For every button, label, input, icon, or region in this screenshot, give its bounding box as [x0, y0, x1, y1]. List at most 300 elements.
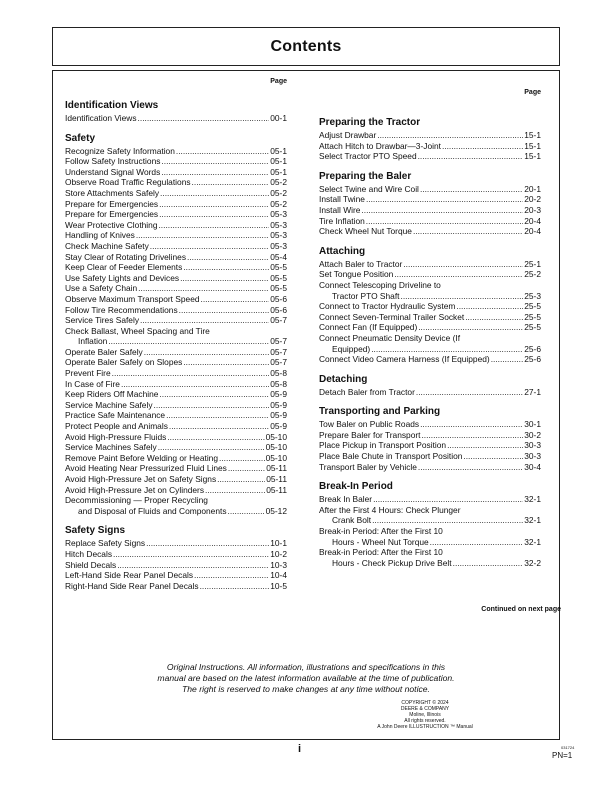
dot-leader — [167, 432, 264, 443]
dot-leader — [453, 558, 524, 569]
toc-entry — [65, 273, 287, 284]
dot-leader — [108, 336, 269, 347]
toc-entry-page: 05-7 — [270, 346, 287, 357]
toc-entry-text: Avoid Heating Near Pressurized Fluid Lines — [65, 463, 227, 474]
copyright-block — [360, 700, 490, 730]
toc-entry — [319, 354, 541, 365]
dot-leader — [447, 440, 523, 451]
toc-entry-page: 32-1 — [524, 515, 541, 526]
toc-entry-page: 05-2 — [270, 198, 287, 209]
toc-entry-text: Break In Baler — [319, 494, 373, 505]
toc-entry-page: 32-1 — [524, 536, 541, 547]
toc-left-column — [65, 77, 287, 600]
toc-entry-text: Place Pickup in Transport Position — [319, 440, 447, 451]
toc-entry-text: Operate Baler Safely on Slopes — [65, 357, 183, 368]
toc-entry-page: 05-10 — [265, 431, 287, 442]
toc-entry-page: 25-5 — [524, 301, 541, 312]
toc-entry-text: Shield Decals — [65, 559, 117, 570]
toc-entry-text: Replace Safety Signs — [65, 538, 146, 549]
toc-entry-page: 05-7 — [270, 336, 287, 347]
toc-entry-text: Adjust Drawbar — [319, 130, 377, 140]
pn-label: PN=1 — [552, 751, 573, 760]
original-instructions-note — [52, 662, 560, 695]
toc-entry-text: Right-Hand Side Rear Panel Decals — [65, 580, 199, 591]
toc-entry — [319, 322, 541, 333]
page-column-header: Page — [270, 78, 287, 85]
toc-entry-first-line: Decommissioning — Proper Recycling — [65, 495, 208, 506]
toc-entry-page: 15-1 — [524, 130, 541, 140]
toc-entry-first-line: Connect Telescoping Driveline to — [319, 279, 441, 290]
toc-entry — [319, 451, 541, 462]
toc-entry-text: Prevent Fire — [65, 368, 111, 379]
toc-entry-page: 05-5 — [270, 262, 287, 273]
toc-entry-text: Follow Safety Instructions — [65, 156, 161, 167]
dot-leader — [421, 430, 523, 441]
toc-entry — [65, 432, 287, 443]
toc-entry-text: Crank Bolt — [332, 515, 372, 526]
toc-entry-text: Hours - Check Pickup Drive Belt — [332, 557, 452, 568]
toc-entry — [65, 167, 287, 178]
toc-entry — [65, 199, 287, 210]
toc-entry — [65, 294, 287, 305]
footer-line: manual are based on the latest information available at the time of publication. — [157, 673, 455, 683]
dot-leader — [192, 177, 270, 188]
toc-entry — [319, 344, 541, 355]
toc-entry-page: 20-4 — [524, 215, 541, 226]
toc-entry-page: 05-3 — [270, 240, 287, 251]
toc-entry — [65, 220, 287, 231]
toc-entry — [65, 463, 287, 474]
toc-entry-page: 30-2 — [524, 429, 541, 440]
toc-entry-text: Observe Road Traffic Regulations — [65, 177, 191, 188]
toc-entry-page: 20-4 — [524, 226, 541, 237]
toc-entry-text: Check Machine Safety — [65, 240, 149, 251]
dot-leader — [377, 130, 523, 141]
toc-entry-text: Prepare for Emergencies — [65, 209, 159, 220]
dot-leader — [161, 156, 269, 167]
dot-leader — [154, 400, 270, 411]
dot-leader — [159, 209, 269, 220]
toc-entry — [65, 538, 287, 549]
toc-entry — [65, 453, 287, 464]
toc-entry — [65, 146, 287, 157]
toc-entry — [319, 130, 541, 141]
toc-entry-first-line: Connect Pneumatic Density Device (If — [319, 332, 461, 343]
dot-leader — [138, 283, 269, 294]
toc-entry — [65, 581, 287, 592]
toc-entry-page: 05-5 — [270, 283, 287, 294]
dot-leader — [430, 537, 524, 548]
toc-entry — [319, 462, 541, 473]
toc-section — [65, 100, 287, 124]
toc-right-sections — [319, 117, 541, 568]
dot-leader — [465, 312, 523, 323]
dot-leader — [160, 188, 269, 199]
toc-entry-text: Avoid High-Pressure Jet on Safety Signs — [65, 474, 217, 484]
dot-leader — [200, 581, 270, 592]
dot-leader — [420, 419, 523, 430]
toc-entry-text: Use a Safety Chain — [65, 283, 138, 294]
toc-entry-text: Avoid High-Pressure Jet on Cylinders — [65, 484, 205, 495]
dot-leader — [183, 357, 269, 368]
toc-entry-text: Remove Paint Before Welding or Heating — [65, 452, 219, 463]
dot-leader — [371, 344, 523, 355]
toc-section — [319, 246, 541, 365]
toc-entry-text: Wear Protective Clothing — [65, 219, 158, 230]
toc-entry — [319, 440, 541, 451]
toc-entry-first-line: After the First 4 Hours: Check Plunger — [319, 504, 461, 515]
toc-entry-page: 25-6 — [524, 343, 541, 354]
dot-leader — [420, 184, 523, 195]
toc-entry-text: Connect Seven-Terminal Trailer Socket — [319, 311, 465, 322]
toc-entry-text: Practice Safe Maintenance — [65, 410, 166, 421]
toc-entry-text: Left-Hand Side Rear Panel Decals — [65, 570, 194, 581]
toc-entry-page: 25-2 — [524, 269, 541, 280]
toc-entry — [319, 301, 541, 312]
toc-entry-page: 10-5 — [270, 580, 287, 591]
toc-entry — [65, 188, 287, 199]
dot-leader — [183, 262, 269, 273]
toc-entry-page: 05-5 — [270, 272, 287, 283]
dot-leader — [180, 273, 269, 284]
toc-entry-text: Check Wheel Nut Torque — [319, 226, 412, 237]
toc-entry-text: Service Machines Safely — [65, 442, 157, 453]
section-title: Detaching — [319, 373, 368, 385]
dot-leader — [456, 301, 523, 312]
toc-entry-text: Prepare Baler for Transport — [319, 429, 421, 440]
dot-leader — [121, 379, 269, 390]
toc-entry — [319, 205, 541, 216]
toc-entry-page: 25-5 — [524, 311, 541, 322]
toc-entry-page: 00-1 — [270, 113, 287, 123]
dot-leader — [217, 474, 265, 485]
dot-leader — [117, 560, 269, 571]
toc-entry — [65, 389, 287, 400]
toc-entry — [65, 379, 287, 390]
dot-leader — [366, 194, 523, 205]
section-title: Attaching — [319, 245, 366, 257]
toc-entry-page: 05-9 — [270, 421, 287, 432]
dot-leader — [373, 494, 523, 505]
toc-entry — [319, 226, 541, 237]
toc-entry — [319, 151, 541, 162]
toc-section — [319, 406, 541, 472]
title-box — [52, 27, 560, 66]
toc-entry — [65, 549, 287, 560]
dot-leader — [418, 151, 524, 162]
toc-entry-page: 05-7 — [270, 357, 287, 368]
toc-entry — [65, 400, 287, 411]
toc-entry — [65, 262, 287, 273]
page-number: i — [298, 743, 302, 755]
section-title: Safety — [65, 132, 96, 144]
dot-leader — [166, 410, 269, 421]
toc-entry-page: 25-1 — [524, 258, 541, 269]
toc-entry-text: In Case of Fire — [65, 378, 120, 389]
toc-entry-text: Understand Signal Words — [65, 166, 161, 177]
toc-entry-text: Observe Maximum Transport Speed — [65, 293, 200, 304]
copyright-line: DEERE & COMPANY — [400, 706, 450, 712]
toc-entry-text: Connect Fan (If Equipped) — [319, 322, 418, 333]
section-title: Break-In Period — [319, 481, 393, 493]
toc-entry — [319, 430, 541, 441]
toc-entry-page: 20-3 — [524, 204, 541, 215]
toc-entry-page: 30-4 — [524, 461, 541, 472]
toc-entry-page: 05-10 — [265, 452, 287, 463]
dot-leader — [361, 205, 523, 216]
toc-entry-first-line: Break-in Period: After the First 10 — [319, 547, 443, 558]
toc-entry-text: Place Bale Chute in Transport Position — [319, 451, 463, 462]
page-column-header: Page — [524, 89, 541, 96]
dot-leader — [219, 453, 265, 464]
dot-leader — [463, 451, 523, 462]
footer-line: The right is reserved to make changes at any time without notice. — [182, 684, 430, 694]
toc-entry-page: 10-4 — [270, 570, 287, 581]
toc-entry-page: 05-1 — [270, 166, 287, 177]
toc-entry-text: Recognize Safety Information — [65, 145, 175, 156]
toc-entry-text: Identification Views — [65, 113, 137, 123]
dot-leader — [416, 387, 523, 398]
toc-entry — [65, 485, 287, 496]
toc-entry-page: 05-2 — [270, 187, 287, 198]
toc-entry-page: 05-3 — [270, 209, 287, 220]
toc-entry — [319, 558, 541, 569]
section-title: Identification Views — [65, 100, 159, 111]
toc-entry — [319, 515, 541, 526]
toc-entry-text: Install Twine — [319, 194, 365, 205]
toc-entry-text: Tractor PTO Shaft — [332, 290, 400, 301]
toc-entry-page: 05-7 — [270, 315, 287, 326]
toc-entry-page: 15-1 — [524, 140, 541, 151]
page-title: Contents — [270, 38, 342, 55]
toc-entry-text: Install Wire — [319, 204, 361, 215]
dot-leader — [205, 485, 265, 496]
toc-entry-text: Connect to Tractor Hydraulic System — [319, 301, 456, 312]
dot-leader — [366, 216, 523, 227]
copyright-line: A John Deere ILLUSTRUCTION ™ Manual — [377, 724, 473, 730]
toc-section — [319, 374, 541, 398]
toc-entry-page: 05-9 — [270, 399, 287, 410]
dot-leader — [201, 294, 270, 305]
toc-entry-text: Tire Inflation — [319, 215, 365, 226]
dot-leader — [418, 322, 523, 333]
toc-entry — [65, 421, 287, 432]
toc-entry — [65, 410, 287, 421]
toc-entry-page: 15-1 — [524, 151, 541, 162]
copyright-line: COPYRIGHT © 2024 — [401, 700, 449, 706]
dot-leader — [176, 146, 269, 157]
toc-entry-text: Follow Tire Recommendations — [65, 304, 178, 315]
toc-entry — [319, 194, 541, 205]
toc-entry-text: Service Machine Safely — [65, 399, 153, 410]
toc-entry-page: 05-10 — [265, 442, 287, 453]
toc-entry-page: 05-11 — [266, 463, 287, 474]
toc-entry-page: 30-3 — [524, 451, 541, 462]
dot-leader — [401, 291, 524, 302]
toc-entry — [65, 283, 287, 294]
toc-right-column — [319, 88, 541, 577]
dot-leader — [228, 463, 265, 474]
toc-entry-first-line: Break-in Period: After the First 10 — [319, 526, 443, 537]
toc-entry — [319, 291, 541, 302]
toc-entry-text: Hours - Wheel Nut Torque — [332, 536, 429, 547]
section-title: Preparing the Tractor — [319, 117, 421, 128]
toc-entry — [319, 141, 541, 152]
toc-entry — [65, 357, 287, 368]
toc-entry-page: 20-2 — [524, 194, 541, 205]
dot-leader — [194, 570, 269, 581]
toc-entry — [65, 315, 287, 326]
toc-entry-page: 10-2 — [270, 548, 287, 559]
dot-leader — [158, 220, 269, 231]
toc-entry-page: 05-8 — [270, 368, 287, 379]
toc-entry-page: 10-1 — [270, 538, 287, 549]
toc-entry — [65, 560, 287, 571]
toc-entry — [65, 506, 287, 517]
toc-entry-text: Inflation — [78, 336, 108, 347]
toc-entry — [319, 494, 541, 505]
toc-entry-page: 30-1 — [524, 419, 541, 430]
toc-entry — [65, 113, 287, 124]
toc-entry-page: 32-2 — [524, 557, 541, 568]
toc-entry — [65, 177, 287, 188]
section-title: Preparing the Baler — [319, 170, 412, 182]
toc-entry — [65, 156, 287, 167]
toc-entry-text: Avoid High-Pressure Fluids — [65, 431, 167, 442]
toc-entry-text: Keep Riders Off Machine — [65, 389, 159, 400]
toc-entry-text: Service Tires Safely — [65, 315, 140, 326]
toc-entry-text: Hitch Decals — [65, 548, 113, 559]
toc-entry-page: 05-11 — [266, 474, 287, 484]
dot-leader — [418, 462, 523, 473]
toc-entry-page: 05-4 — [270, 251, 287, 262]
toc-entry-page: 05-12 — [265, 505, 287, 516]
dot-leader — [112, 368, 270, 379]
toc-section — [319, 171, 541, 237]
toc-entry — [319, 259, 541, 270]
dot-leader — [179, 305, 270, 316]
dot-leader — [161, 167, 269, 178]
toc-entry-page: 25-5 — [524, 322, 541, 333]
dot-leader — [144, 347, 269, 358]
toc-entry-text: Use Safety Lights and Devices — [65, 272, 180, 283]
toc-entry-text: and Disposal of Fluids and Components — [78, 505, 227, 516]
toc-left-sections — [65, 100, 287, 591]
toc-entry-page: 05-3 — [270, 219, 287, 230]
toc-section — [65, 133, 287, 517]
toc-entry-text: Transport Baler by Vehicle — [319, 461, 417, 472]
toc-entry-text: Set Tongue Position — [319, 269, 394, 280]
toc-entry-page: 32-1 — [524, 494, 541, 505]
toc-entry — [65, 442, 287, 453]
toc-entry-text: Operate Baler Safely — [65, 346, 143, 357]
toc-entry — [65, 209, 287, 220]
toc-entry-page: 05-3 — [270, 230, 287, 241]
toc-entry — [65, 305, 287, 316]
dot-leader — [136, 230, 269, 241]
toc-entry-text: Select Twine and Wire Coil — [319, 183, 419, 194]
toc-entry — [65, 570, 287, 581]
dot-leader — [140, 315, 269, 326]
toc-entry-text: Handling of Knives — [65, 230, 135, 241]
toc-entry — [65, 347, 287, 358]
toc-entry-text: Store Attachments Safely — [65, 187, 160, 198]
toc-entry-text: Detach Baler from Tractor — [319, 386, 415, 397]
section-title: Safety Signs — [65, 525, 126, 537]
toc-entry-page: 05-8 — [270, 378, 287, 389]
toc-section — [319, 481, 541, 568]
toc-entry-page: 05-2 — [270, 177, 287, 188]
dot-leader — [138, 113, 270, 124]
dot-leader — [150, 241, 269, 252]
toc-entry — [65, 241, 287, 252]
toc-section — [319, 117, 541, 162]
toc-entry-page: 05-6 — [270, 304, 287, 315]
toc-entry — [65, 252, 287, 263]
toc-entry — [319, 387, 541, 398]
toc-entry-page: 05-1 — [270, 156, 287, 167]
toc-entry-page: 05-11 — [266, 484, 287, 495]
toc-entry-text: Prepare for Emergencies — [65, 198, 159, 209]
toc-entry-text: Attach Hitch to Drawbar—3-Joint — [319, 140, 441, 151]
toc-entry — [65, 336, 287, 347]
dot-leader — [169, 421, 269, 432]
toc-entry-page: 20-1 — [524, 183, 541, 194]
dot-leader — [159, 389, 269, 400]
toc-entry — [319, 537, 541, 548]
dot-leader — [442, 141, 523, 152]
toc-entry — [319, 269, 541, 280]
toc-entry-text: Connect Video Camera Harness (If Equipped) — [319, 354, 490, 365]
toc-entry-page: 10-3 — [270, 559, 287, 570]
toc-entry-text: Attach Baler to Tractor — [319, 258, 403, 269]
toc-entry-text: Select Tractor PTO Speed — [319, 151, 417, 162]
toc-entry-text: Equipped) — [332, 343, 371, 354]
toc-entry-text: Protect People and Animals — [65, 421, 168, 432]
toc-entry-page: 27-1 — [524, 386, 541, 397]
toc-entry-page: 05-9 — [270, 389, 287, 400]
section-title: Transporting and Parking — [319, 406, 441, 418]
dot-leader — [146, 538, 269, 549]
footer-line: Original Instructions. All information, illustrations and specifications in this — [166, 662, 446, 672]
toc-entry-page: 05-9 — [270, 410, 287, 421]
continued-note: Continued on next page — [481, 606, 561, 613]
toc-entry-page: 25-6 — [524, 354, 541, 365]
toc-entry — [65, 474, 287, 485]
toc-entry-text: Keep Clear of Feeder Elements — [65, 262, 183, 273]
dot-leader — [394, 269, 523, 280]
toc-entry-page: 30-3 — [524, 440, 541, 451]
toc-entry-page: 05-1 — [270, 145, 287, 156]
toc-entry — [319, 312, 541, 323]
dot-leader — [491, 354, 524, 365]
toc-entry — [65, 230, 287, 241]
toc-entry — [319, 184, 541, 195]
toc-entry — [319, 216, 541, 227]
dot-leader — [158, 442, 265, 453]
toc-section — [65, 525, 287, 591]
toc-entry-first-line: Check Ballast, Wheel Spacing and Tire — [65, 325, 210, 336]
copyright-line: Moline, Illinois — [409, 712, 441, 718]
toc-entry-page: 25-3 — [524, 290, 541, 301]
dot-leader — [187, 252, 269, 263]
toc-entry-text: Tow Baler on Public Roads — [319, 419, 420, 430]
copyright-line: All rights reserved. — [404, 718, 446, 724]
dot-leader — [228, 506, 265, 517]
date-code: 031724 — [561, 745, 575, 750]
dot-leader — [113, 549, 269, 560]
toc-entry — [319, 419, 541, 430]
